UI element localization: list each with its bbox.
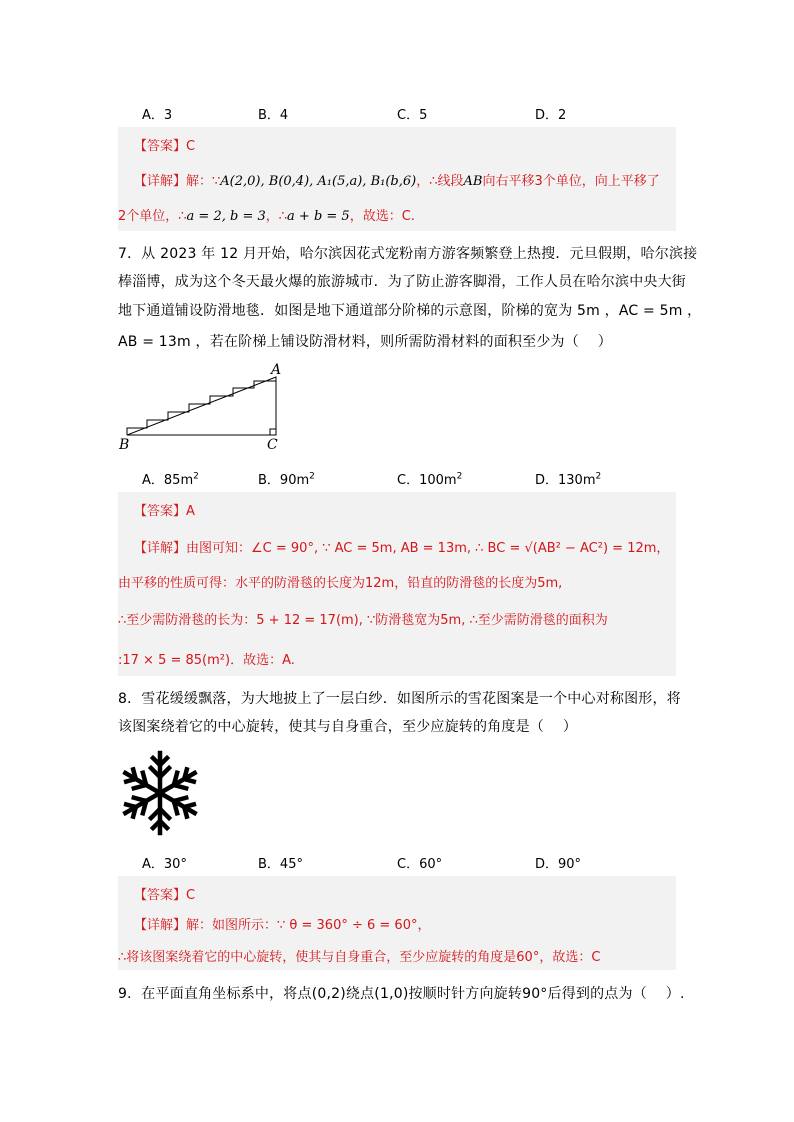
label-a: A — [271, 362, 282, 378]
q7-detail-line1: 【详解】由图可知：∠C = 90°, ∵ AC = 5m, AB = 13m, ∴ BC = √(AB² − AC²) = 12m， — [134, 541, 670, 556]
stair-figure — [116, 360, 296, 452]
q6-option-b: B．4 — [258, 108, 289, 123]
label-c: C — [267, 437, 278, 452]
q8-text-line1: 8．雪花缓缓飘落，为大地披上了一层白纱．如图所示的雪花图案是一个中心对称图形，将 — [118, 691, 681, 707]
q6-option-c: C．5 — [397, 108, 428, 123]
q7-detail-line3: ∴至少需防滑毯的长为：5 + 12 = 17(m), ∵防滑毯宽为5m, ∴至少需防滑毯的面积为 — [118, 613, 608, 628]
q7-text-line3: 地下通道铺设防滑地毯．如图是地下通道部分阶梯的示意图，阶梯的宽为 5m ，AC = 5m ， — [118, 303, 702, 319]
q7-text-line1: 7．从 2023 年 12 月开始，哈尔滨因花式宠粉南方游客频繁登上热搜．元旦假期，哈尔滨接 — [118, 246, 698, 262]
q6-answer: 【答案】C — [134, 139, 196, 154]
q8-option-c: C．60° — [397, 857, 443, 872]
q7-text-line2: 棒淄博，成为这个冬天最火爆的旅游城市．为了防止游客脚滑，工作人员在哈尔滨中央大街 — [118, 274, 686, 290]
label-b: B — [119, 437, 130, 452]
q7-text-line4: AB = 13m ，若在阶梯上铺设防滑材料，则所需防滑材料的面积至少为（ ） — [118, 334, 612, 350]
q7-option-a: A．$85m^2$ — [142, 471, 199, 488]
q7-detail-line2: 由平移的性质可得：水平的防滑毯的长度为12m，铅直的防滑毯的长度为5m, — [118, 576, 563, 591]
snowflake-figure — [118, 748, 202, 838]
q8-detail-line2: ∴将该图案绕着它的中心旋转，使其与自身重合，至少应旋转的角度是60°，故选：C — [118, 950, 601, 965]
q6-option-a: A．3 — [142, 108, 173, 123]
q6-detail-line2: 2个单位，∴a = 2, b = 3，∴a + b = 5，故选：C. — [118, 209, 415, 224]
q8-answer: 【答案】C — [134, 888, 196, 903]
q8-option-a: A．30° — [142, 857, 187, 872]
right-angle-mark — [270, 429, 276, 435]
q7-option-c: C．$100m^2$ — [397, 471, 463, 488]
q8-option-b: B．45° — [258, 857, 303, 872]
stair-steps — [127, 381, 276, 435]
q7-option-b: B．$90m^2$ — [258, 471, 315, 488]
q8-detail-line1: 【详解】解：如图所示：∵ θ = 360° ÷ 6 = 60°， — [134, 918, 431, 933]
q6-option-d: D．2 — [535, 108, 567, 123]
q7-answer: 【答案】A — [134, 504, 195, 519]
q7-detail-line4: :17 × 5 = 85(m²)．故选：A. — [118, 653, 295, 668]
q8-text-line2: 该图案绕着它的中心旋转，使其与自身重合，至少应旋转的角度是（ ） — [118, 719, 578, 735]
q7-option-d: D．$130m^2$ — [535, 471, 602, 488]
q8-option-d: D．90° — [535, 857, 582, 872]
q9-text-line1: 9．在平面直角坐标系中，将点(0,2)绕点(1,0)按顺时针方向旋转90°后得到的点为（ ）. — [118, 986, 685, 1002]
q6-detail-line1: 【详解】解：∵A(2,0), B(0,4), A₁(5,a), B₁(b,6)，∴线段AB向右平移3个单位，向上平移了 — [134, 174, 660, 189]
